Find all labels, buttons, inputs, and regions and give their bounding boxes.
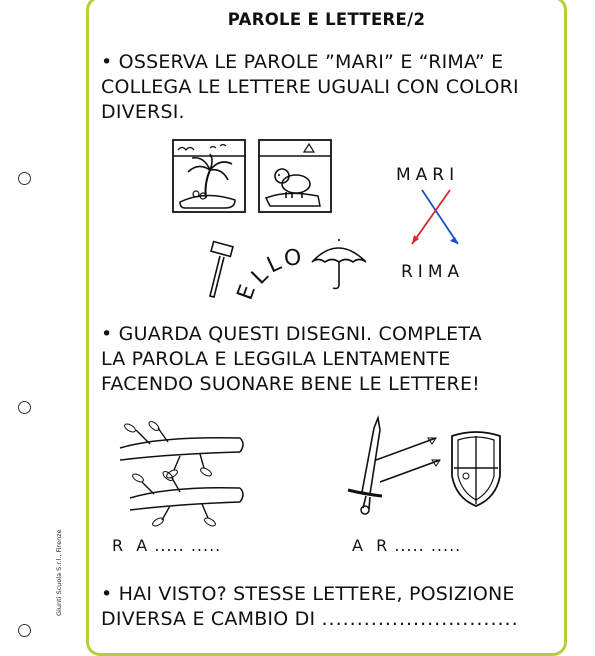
bullet: • [101, 51, 113, 73]
branches-icon [110, 420, 250, 530]
answer-blank: ............................ [321, 608, 519, 630]
instruction-line: HAI VISTO? STESSE LETTERE, POSIZIONE [118, 583, 515, 605]
instruction-line: DIVERSI. [101, 101, 185, 123]
letter: E [232, 281, 262, 304]
exercise2-instructions [101, 322, 556, 397]
instruction-line: LA PAROLA E LEGGILA LENTAMENTE [101, 348, 451, 370]
binder-hole [18, 624, 31, 637]
arrows-icon [370, 432, 448, 492]
binder-hole [18, 172, 31, 185]
bullet: • [101, 583, 113, 605]
fill-in-word-left: R A ..... ..... [112, 536, 222, 555]
bullet: • [101, 323, 113, 345]
fill-in-word-right: A R ..... ..... [352, 536, 462, 555]
instruction-line: DIVERSA E CAMBIO DI [101, 608, 316, 630]
instruction-line: COLLEGA LE LETTERE UGUALI CON COLORI [101, 76, 519, 98]
binder-hole [18, 401, 31, 414]
letter: L [246, 263, 274, 290]
bear-on-ice-icon [256, 138, 334, 214]
instruction-line: OSSERVA LE PAROLE ”MARI” E “RIMA” E [118, 51, 504, 73]
publisher-credit: Giunti Scuola S.r.l., Firenze [55, 529, 63, 616]
page-title: PAROLE E LETTERE/2 [227, 10, 426, 29]
connection-arrows [400, 188, 470, 254]
umbrella-icon [308, 238, 370, 294]
letter: O [282, 245, 303, 272]
shield-icon [448, 428, 504, 508]
instruction-line: GUARDA QUESTI DISEGNI. COMPLETA [118, 323, 482, 345]
island-palm-icon [170, 138, 248, 214]
word-top: MARI [396, 165, 460, 185]
letter: L [263, 250, 285, 279]
ello-letters [232, 240, 304, 304]
instruction-line: FACENDO SUONARE BENE LE LETTERE! [101, 373, 480, 395]
exercise1-instructions [101, 50, 556, 125]
word-bottom: RIMA [401, 262, 465, 282]
exercise3-instructions [101, 582, 556, 632]
